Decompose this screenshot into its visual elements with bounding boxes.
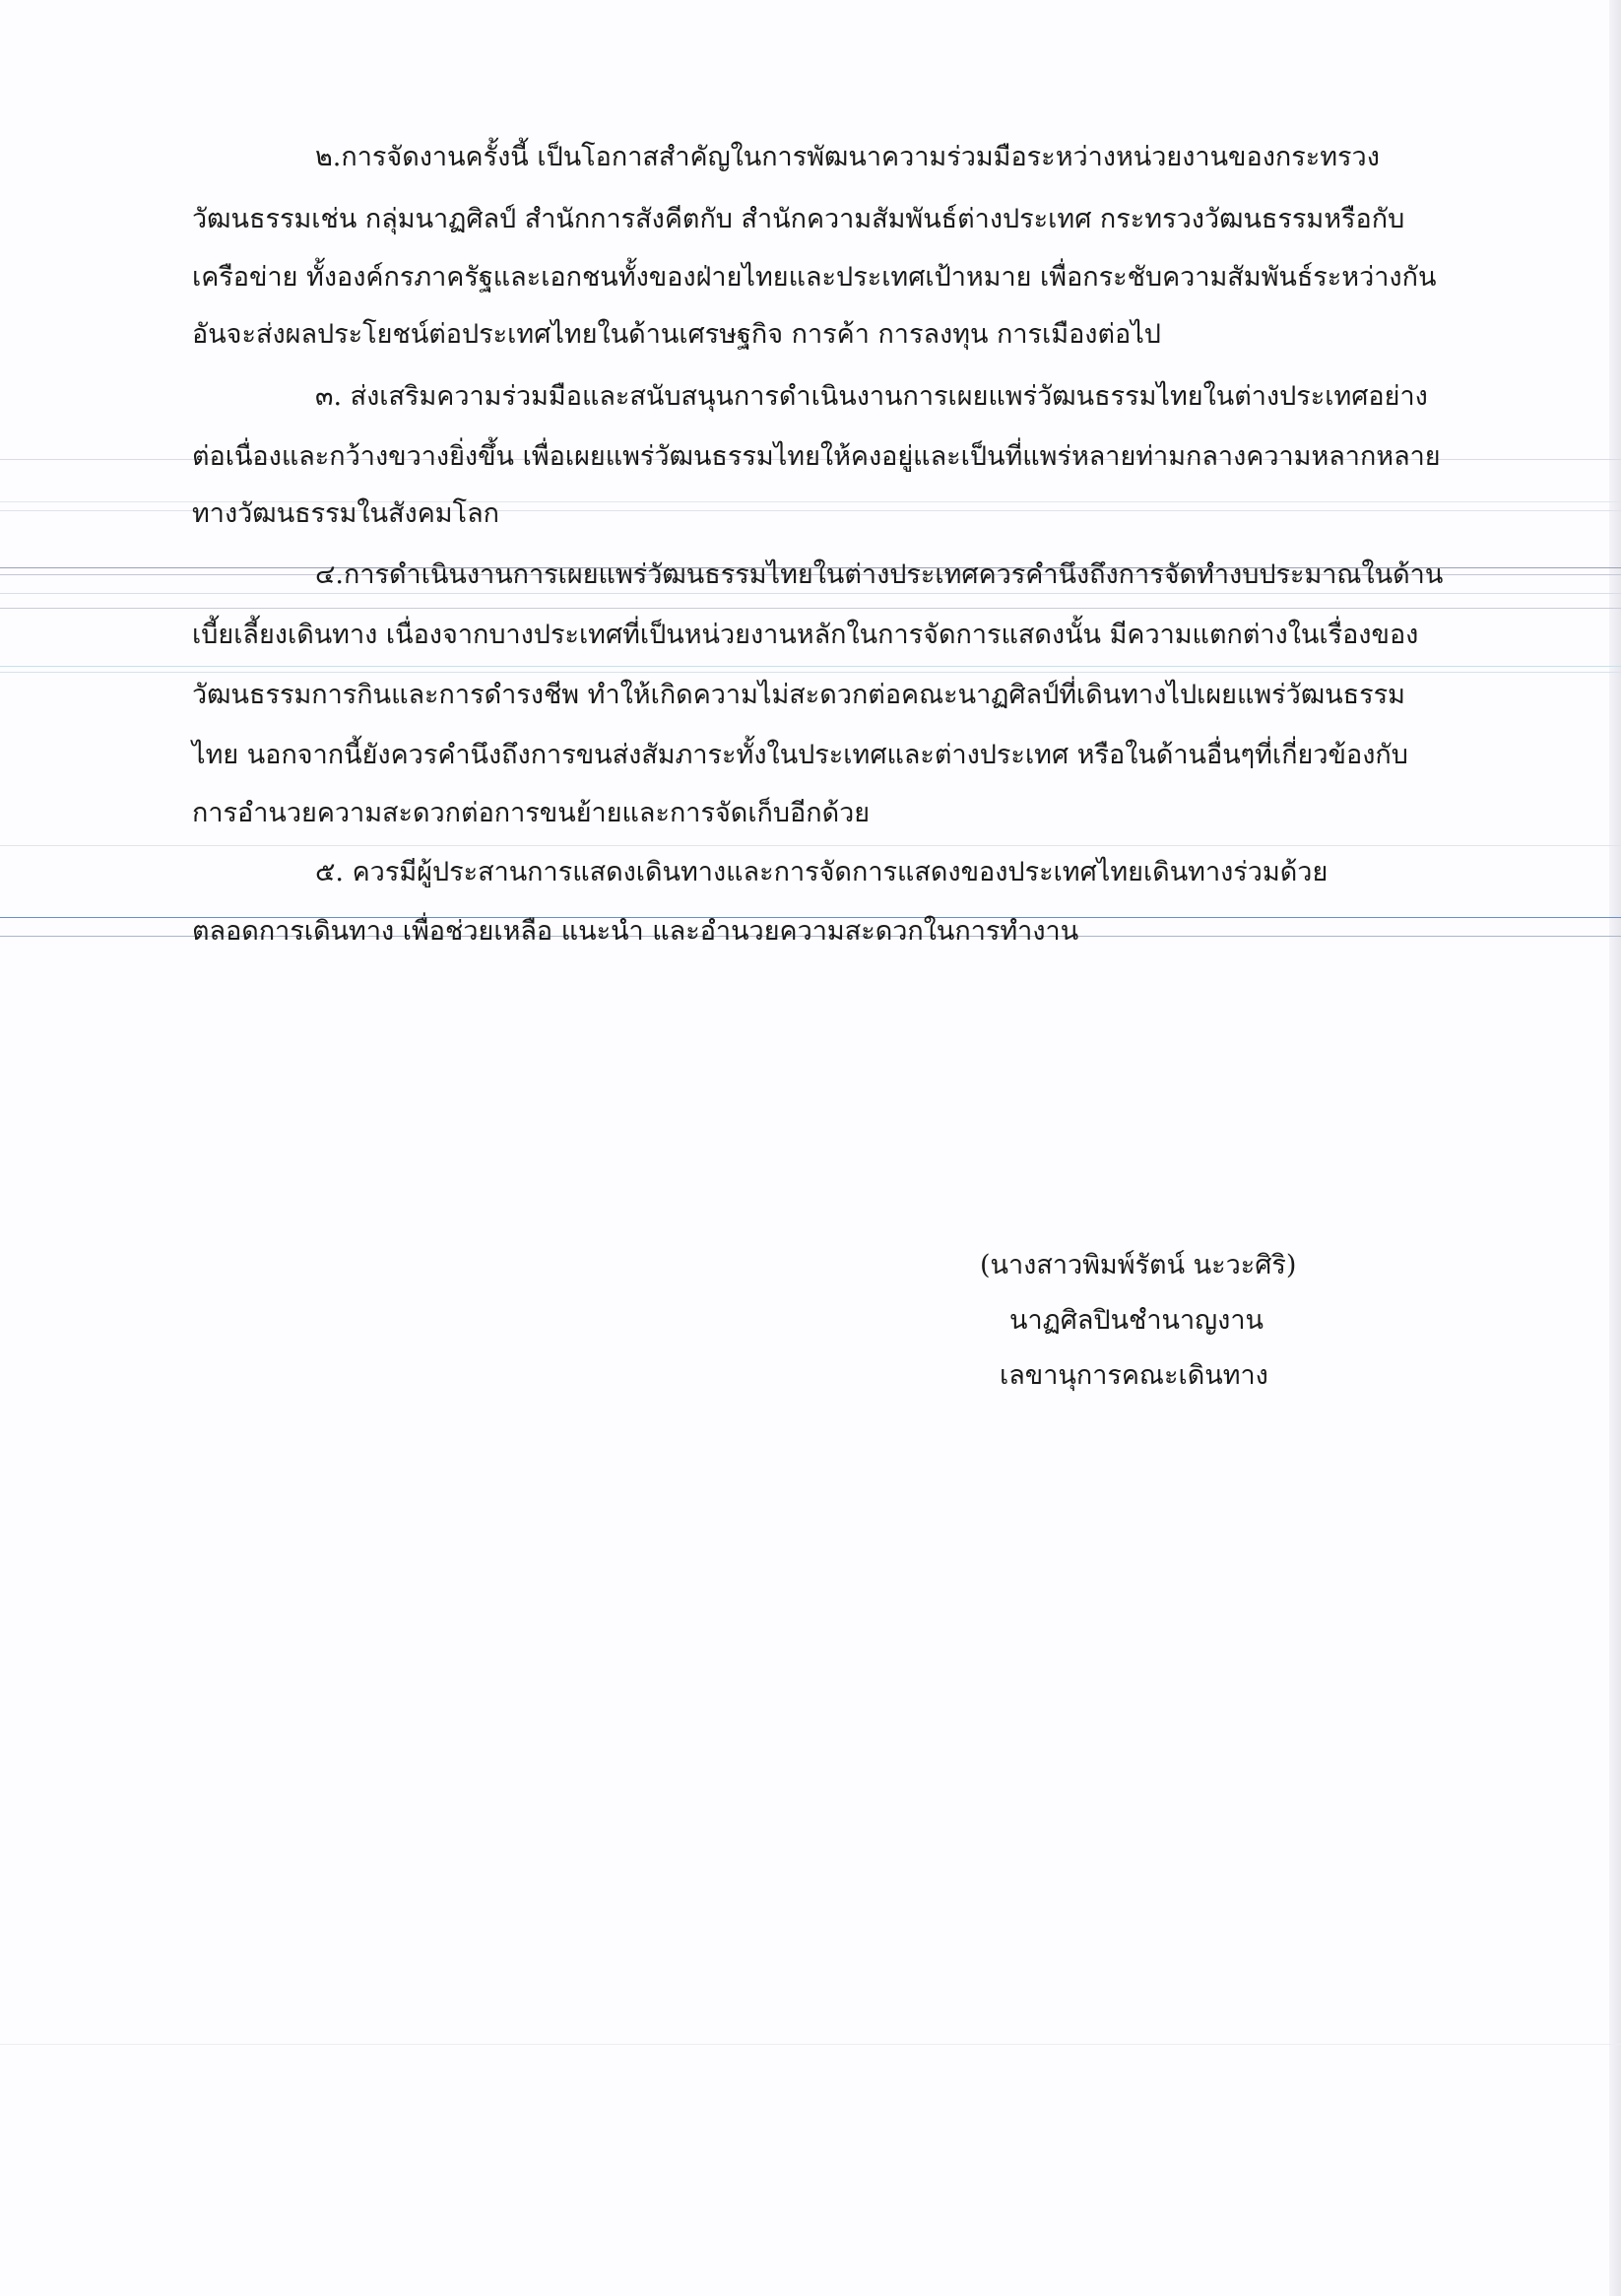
paragraph-line: อันจะส่งผลประโยชน์ต่อประเทศไทยในด้านเศรษฐกิจ การค้า การลงทุน การเมืองต่อไป [192, 319, 1161, 350]
scan-artifact-line [0, 672, 1621, 673]
scan-artifact-line [0, 666, 1621, 667]
paragraph-line: ๕. ควรมีผู้ประสานการแสดงเดินทางและการจัดการแสดงของประเทศไทยเดินทางร่วมด้วย [315, 857, 1329, 887]
paragraph-line: การอำนวยความสะดวกต่อการขนย้ายและการจัดเก็บอีกด้วย [192, 798, 871, 828]
paragraph-line: ๒.การจัดงานครั้งนี้ เป็นโอกาสสำคัญในการพัฒนาความร่วมมือระหว่างหน่วยงานของกระทรวง [315, 142, 1380, 172]
paragraph-line: วัฒนธรรมการกินและการดำรงชีพ ทำให้เกิดความไม่สะดวกต่อคณะนาฏศิลป์ที่เดินทางไปเผยแพร่วัฒนธรรม [192, 680, 1405, 710]
scan-artifact-line [0, 845, 1621, 846]
paragraph-line: ตลอดการเดินทาง เพื่อช่วยเหลือ แนะนำ และอำนวยความสะดวกในการทำงาน [192, 916, 1079, 947]
paragraph-line: ต่อเนื่องและกว้างขวางยิ่งขึ้น เพื่อเผยแพร่วัฒนธรรมไทยให้คงอยู่และเป็นที่แพร่หลายท่ามกลางความหลากหลาย [192, 441, 1441, 472]
paragraph-line: เครือข่าย ทั้งองค์กรภาครัฐและเอกชนทั้งของฝ่ายไทยและประเทศเป้าหมาย เพื่อกระชับความสัมพันธ์ระหว่างกัน [192, 262, 1437, 293]
paragraph-line: ไทย นอกจากนี้ยังควรคำนึงถึงการขนส่งสัมภาระทั้งในประเทศและต่างประเทศ หรือในด้านอื่นๆที่เกี่ยวข้องกับ [192, 740, 1408, 770]
paragraph-line: ๓. ส่งเสริมความร่วมมือและสนับสนุนการดำเนินงานการเผยแพร่วัฒนธรรมไทยในต่างประเทศอย่าง [315, 381, 1428, 412]
scan-artifact-line [0, 608, 1621, 609]
scan-artifact-line [0, 2044, 1621, 2045]
paragraph-line: เบี้ยเลี้ยงเดินทาง เนื่องจากบางประเทศที่เป็นหน่วยงานหลักในการจัดการแสดงนั้น มีความแตกต่างในเรื่องของ [192, 620, 1419, 650]
paragraph-line: ทางวัฒนธรรมในสังคมโลก [192, 498, 499, 529]
signer-role: เลขานุการคณะเดินทาง [1000, 1360, 1268, 1391]
signer-position: นาฏศิลปินชำนาญงาน [1009, 1305, 1264, 1336]
signer-name: (นางสาวพิมพ์รัตน์ นะวะศิริ) [980, 1250, 1297, 1280]
scan-edge-shadow [1609, 0, 1621, 2296]
paragraph-line: วัฒนธรรมเช่น กลุ่มนาฏศิลป์ สำนักการสังคีตกับ สำนักความสัมพันธ์ต่างประเทศ กระทรวงวัฒนธรรมหรือกับ [192, 204, 1405, 234]
paragraph-line: ๔.การดำเนินงานการเผยแพร่วัฒนธรรมไทยในต่างประเทศควรคำนึงถึงการจัดทำงบประมาณในด้าน [315, 559, 1444, 590]
